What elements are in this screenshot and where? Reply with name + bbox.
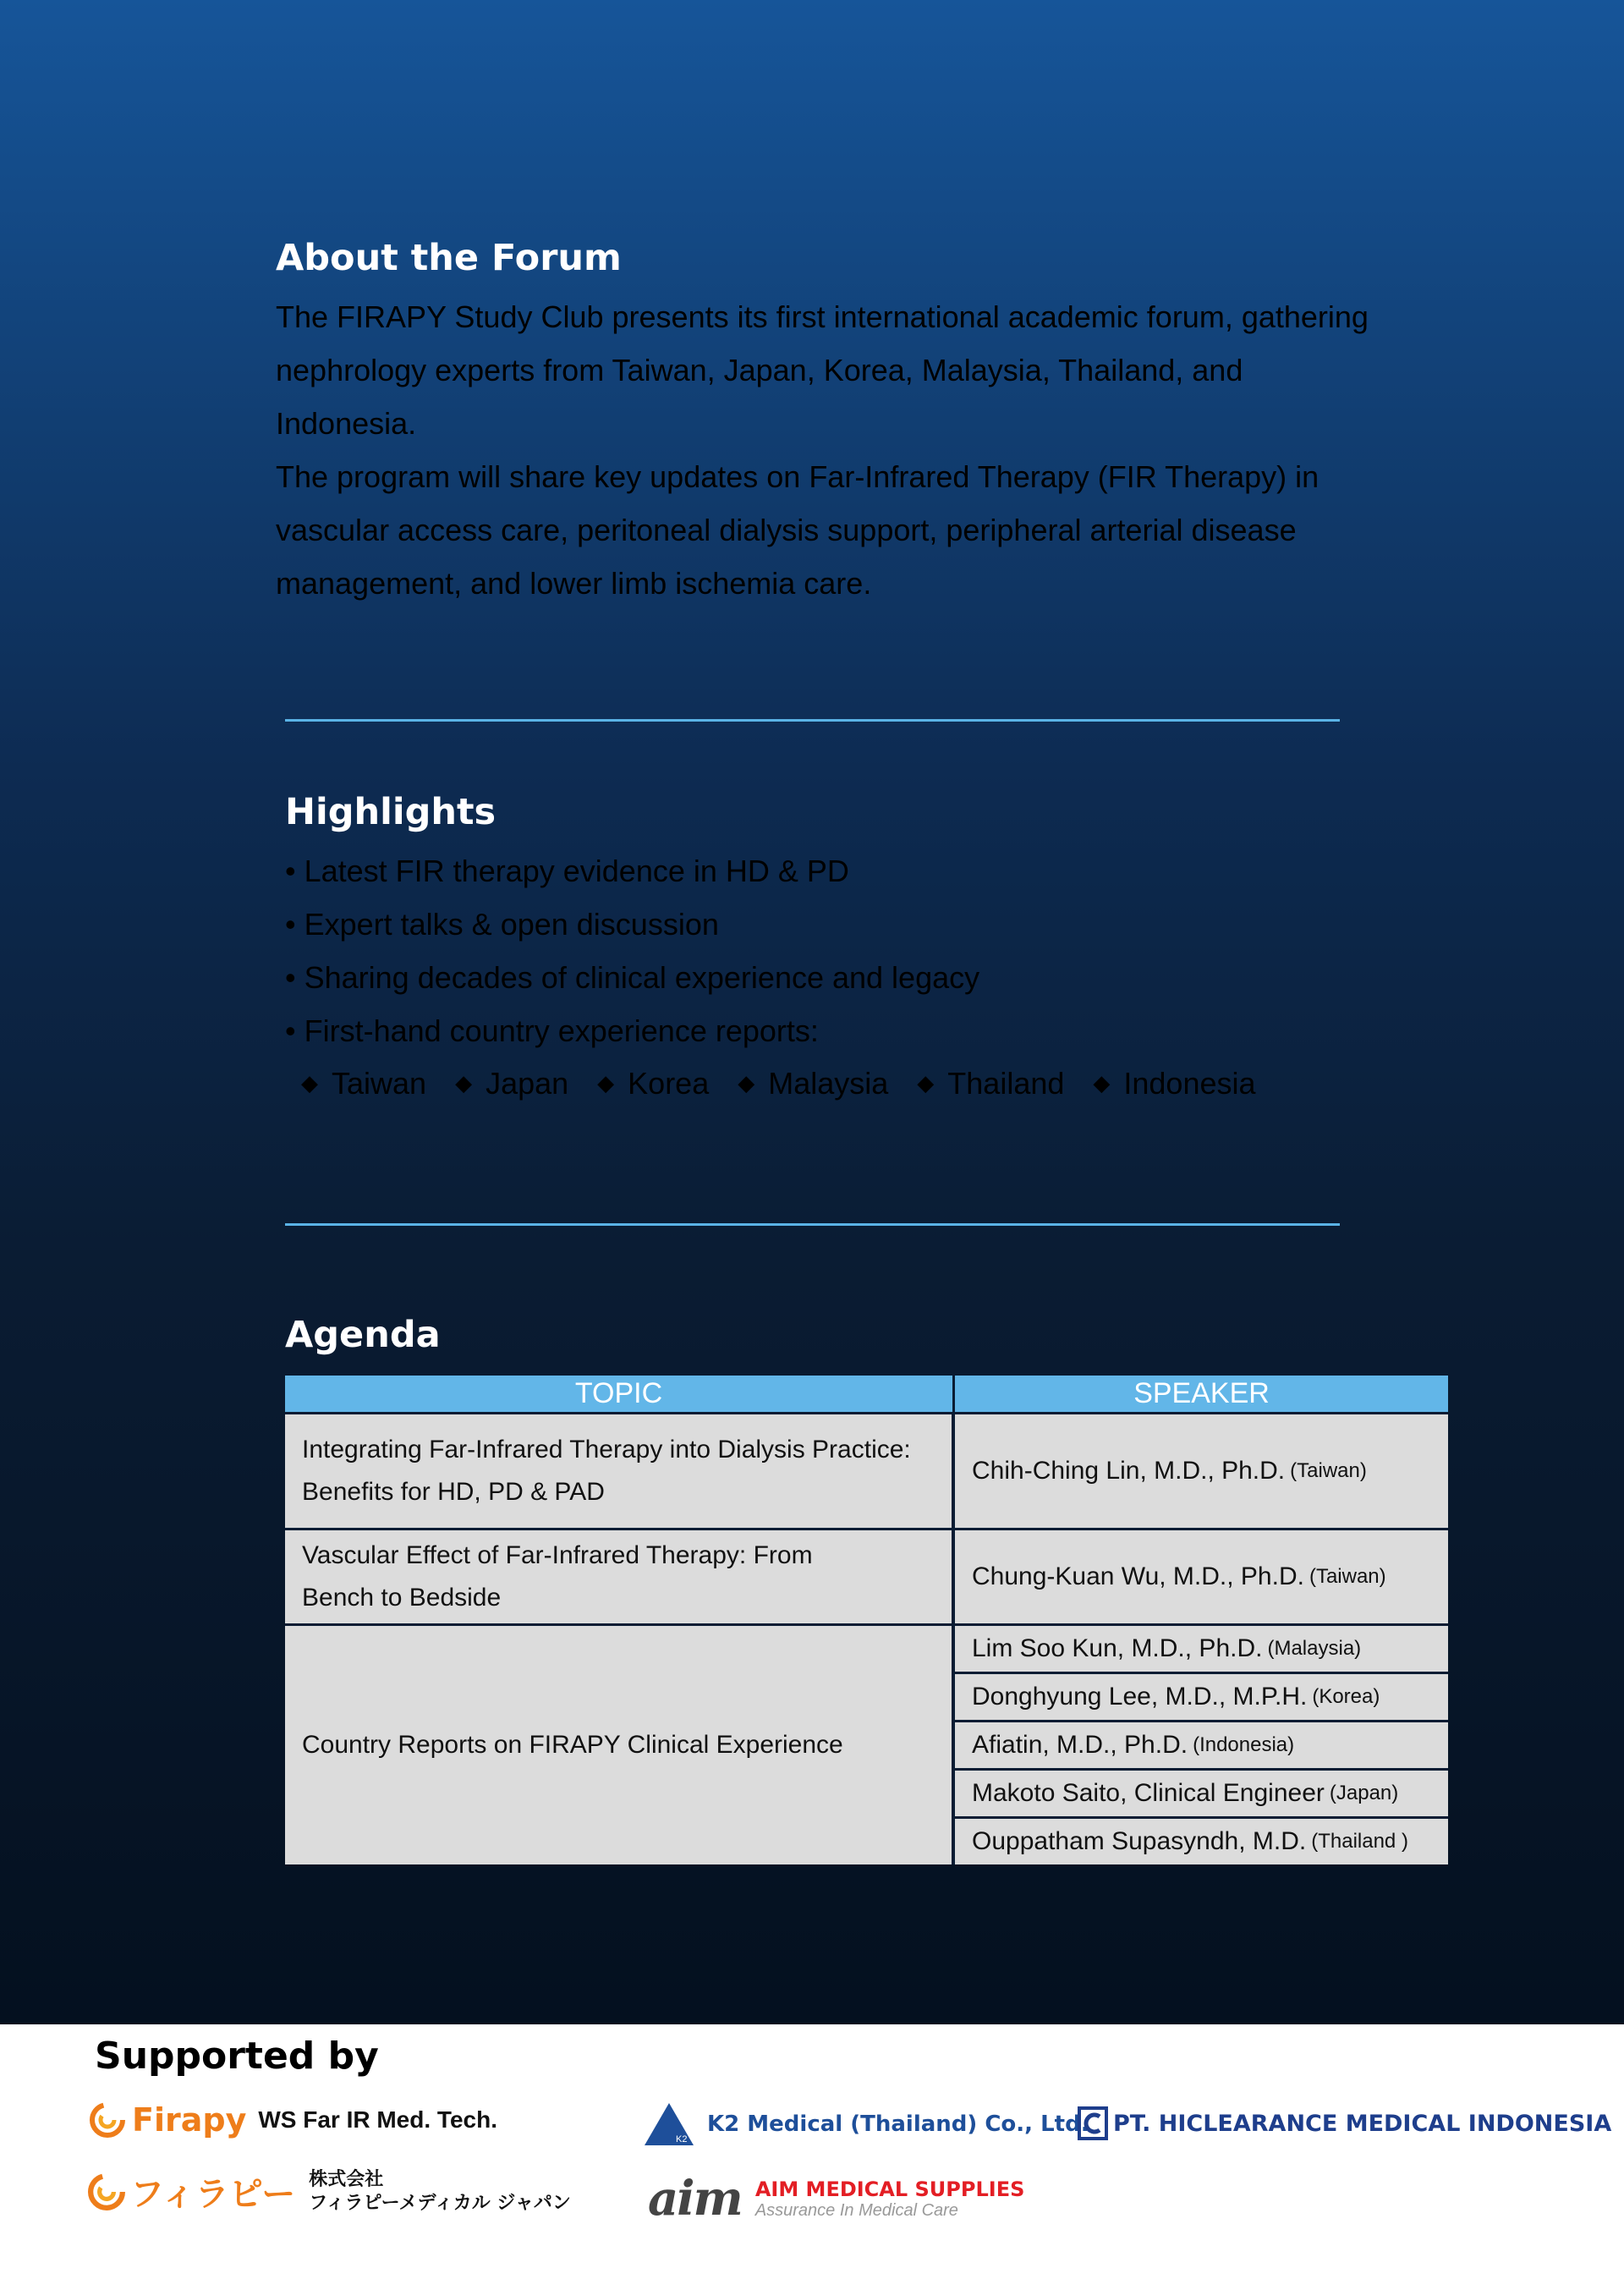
- country-item: [455, 1057, 568, 1110]
- agenda-table: [285, 1376, 1448, 1864]
- firapy-jp-company-line: 株式会社: [309, 2168, 384, 2190]
- country-label: Thailand: [947, 1066, 1065, 1101]
- speaker-country: (Japan): [1329, 1782, 1399, 1804]
- speaker-name: Ouppatham Supasyndh, M.D.: [972, 1827, 1307, 1855]
- country-item: [597, 1057, 709, 1110]
- diamond-icon: ◆: [455, 1070, 473, 1096]
- aim-medical-logo: [648, 2171, 1024, 2227]
- firapy-jp-company: [309, 2168, 571, 2216]
- speaker-cell: [955, 1771, 1448, 1819]
- country-item: [301, 1057, 426, 1110]
- agenda-speaker: [955, 1530, 1448, 1623]
- country-label: Malaysia: [768, 1066, 889, 1101]
- supported-by-title: Supported by: [95, 2035, 379, 2078]
- speaker-cell: [955, 1819, 1448, 1864]
- about-text: [276, 290, 1375, 610]
- speaker-country: (Taiwan): [1309, 1565, 1386, 1588]
- agenda-speaker: [955, 1414, 1448, 1528]
- speaker-name: Afiatin, M.D., Ph.D.: [972, 1731, 1188, 1759]
- highlight-item: • Expert talks & open discussion: [285, 898, 979, 951]
- aim-tagline: Assurance In Medical Care: [754, 2200, 958, 2220]
- agenda-header-speaker: SPEAKER: [1133, 1377, 1270, 1409]
- k2-medical-logo: [643, 2101, 1089, 2147]
- agenda-header-topic: TOPIC: [285, 1376, 955, 1412]
- agenda-header-row: [285, 1376, 1448, 1412]
- speaker-country: (Thailand ): [1311, 1830, 1408, 1853]
- speaker-cell: [955, 1626, 1448, 1674]
- k2-badge: K2: [676, 2134, 688, 2144]
- speaker-cell: [955, 1722, 1448, 1771]
- aim-script: aim: [648, 2171, 742, 2227]
- section-divider: [285, 1223, 1340, 1226]
- speaker-name: Makoto Saito, Clinical Engineer: [972, 1779, 1325, 1807]
- country-item: [738, 1057, 888, 1110]
- highlights-list: [285, 844, 979, 1057]
- country-label: Korea: [628, 1066, 710, 1101]
- country-list: [301, 1057, 1285, 1110]
- diamond-icon: ◆: [738, 1070, 755, 1096]
- speaker-name: Donghyung Lee, M.D., M.P.H.: [972, 1683, 1308, 1711]
- diamond-icon: ◆: [917, 1070, 935, 1096]
- k2-triangle-icon: [643, 2101, 695, 2147]
- country-item: [1093, 1057, 1255, 1110]
- diamond-icon: ◆: [1093, 1070, 1111, 1096]
- about-paragraph-2: The program will share key updates on Far-Infrared Therapy (FIR Therapy) in vascular access care, peritoneal dialysis support, peripheral arterial disease management, and lower limb ischemia care.: [276, 459, 1320, 601]
- firapy-logo: [90, 2101, 497, 2139]
- table-row: [285, 1623, 1448, 1864]
- table-row: [285, 1528, 1448, 1623]
- agenda-title: Agenda: [285, 1314, 441, 1356]
- highlight-item: • Sharing decades of clinical experience and legacy: [285, 951, 979, 1004]
- section-divider: [285, 719, 1340, 722]
- country-item: [917, 1057, 1064, 1110]
- country-label: Indonesia: [1123, 1066, 1256, 1101]
- hiclearance-name: PT. HICLEARANCE MEDICAL INDONESIA: [1113, 2110, 1612, 2137]
- highlights-title: Highlights: [285, 791, 497, 833]
- agenda-speaker-list: [955, 1626, 1448, 1864]
- agenda-topic: [285, 1414, 955, 1528]
- about-paragraph-1: The FIRAPY Study Club presents its first international academic forum, gathering nephrology experts from Taiwan, Japan, Korea, Malaysia, Thailand, and Indonesia.: [276, 299, 1369, 441]
- speaker-country: (Indonesia): [1193, 1733, 1295, 1756]
- firapy-jp-company-line: フィラピーメディカル ジャパン: [309, 2192, 571, 2214]
- speaker-country: (Taiwan): [1290, 1459, 1367, 1482]
- agenda-topic: [285, 1530, 955, 1623]
- hiclearance-icon: [1078, 2106, 1108, 2140]
- firapy-swirl-icon: [88, 2173, 125, 2210]
- speaker-name: Chung-Kuan Wu, M.D., Ph.D.: [972, 1562, 1304, 1590]
- speaker-cell: [955, 1674, 1448, 1722]
- firapy-brand: Firapy: [132, 2101, 247, 2139]
- highlight-item: • First-hand country experience reports:: [285, 1004, 979, 1057]
- firapy-jp-brand: フィラピー: [130, 2175, 296, 2214]
- about-title: About the Forum: [276, 237, 622, 279]
- topic-line: Vascular Effect of Far-Infrared Therapy: From: [302, 1541, 813, 1569]
- firapy-swirl-icon: [90, 2102, 125, 2138]
- firapy-japan-logo: [88, 2167, 571, 2216]
- speaker-country: (Malaysia): [1267, 1637, 1362, 1660]
- hiclearance-logo: [1078, 2106, 1611, 2140]
- speaker-name: Lim Soo Kun, M.D., Ph.D.: [972, 1634, 1263, 1662]
- diamond-icon: ◆: [301, 1070, 318, 1096]
- diamond-icon: ◆: [597, 1070, 615, 1096]
- highlight-item: • Latest FIR therapy evidence in HD & PD: [285, 844, 979, 898]
- topic-line: Bench to Bedside: [302, 1584, 502, 1612]
- country-label: Japan: [486, 1066, 569, 1101]
- k2-name: K2 Medical (Thailand) Co., Ltd.: [707, 2112, 1089, 2137]
- aim-name: AIM MEDICAL SUPPLIES: [754, 2177, 1025, 2201]
- topic-line: Benefits for HD, PD & PAD: [302, 1478, 605, 1506]
- speaker-country: (Korea): [1312, 1685, 1380, 1708]
- topic-line: Integrating Far-Infrared Therapy into Dialysis Practice:: [302, 1436, 911, 1464]
- table-row: [285, 1412, 1448, 1528]
- agenda-topic: Country Reports on FIRAPY Clinical Experience: [285, 1626, 955, 1864]
- speaker-name: Chih-Ching Lin, M.D., Ph.D.: [972, 1457, 1286, 1485]
- country-label: Taiwan: [332, 1066, 427, 1101]
- firapy-company: WS Far IR Med. Tech.: [258, 2106, 497, 2133]
